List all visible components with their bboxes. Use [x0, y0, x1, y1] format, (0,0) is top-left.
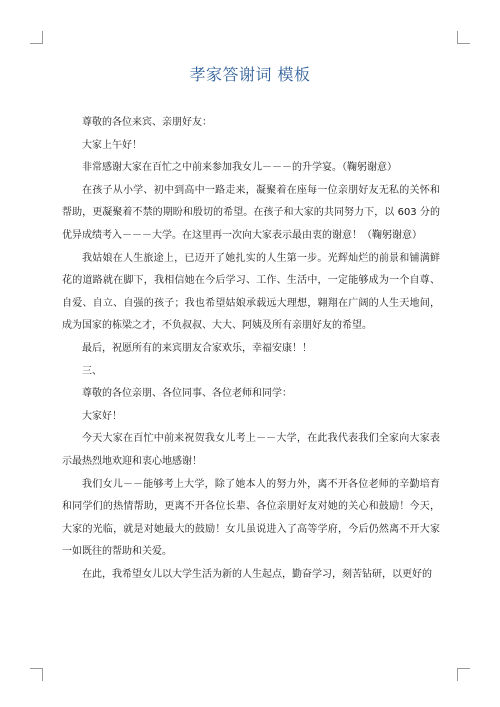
- paragraph: 最后，祝愿所有的来宾朋友合家欢乐，幸福安康！！: [82, 342, 312, 354]
- paragraph: 非常感谢大家在百忙之中前来参加我女儿－－－的升学宴。（鞠躬谢意）: [82, 162, 397, 174]
- paragraph: 尊敬的各位亲朋、各位同事、各位老师和同学：: [82, 388, 292, 400]
- paragraph: 三、: [82, 365, 102, 377]
- paragraph: 大家上午好！: [82, 139, 142, 151]
- paragraph: 大家好！: [82, 410, 122, 422]
- page-corner-mark-bottom-right: [457, 668, 470, 681]
- page-corner-mark-bottom-left: [30, 668, 43, 681]
- paragraph: 我姑娘在人生旅途上，已迈开了她扎实的人生第一步。光辉灿烂的前景和铺满鲜花的道路就在脚下，我相信她在今后学习、工作、生活中，一定能够成为一个自尊、自爱、自立、自强的孩子；我也希望姑娘承载远大理想，翱翔在广阔的人生天地间，成为国家的栋梁之才，不负叔叔、大大、阿姨及所有亲朋好友的希望。: [62, 252, 440, 332]
- page-corner-mark-top-left: [30, 31, 43, 44]
- paragraph: 我们女儿－－能够考上大学，除了她本人的努力外，离不开各位老师的辛勤培育和同学们的热情帮助，更离不开各位长辈、各位亲朋好友对她的关心和鼓励！今天，大家的光临，就是对她最大的鼓励！女儿虽说进入了高等学府，今后仍然离不开大家一如既往的帮助和关爱。: [62, 478, 440, 558]
- document-body: [62, 112, 440, 586]
- page-corner-mark-top-right: [457, 31, 470, 44]
- paragraph: 在孩子从小学、初中到高中一路走来，凝聚着在座每一位亲朋好友无私的关怀和帮助，更凝聚着不禁的期盼和殷切的希望。在孩子和大家的共同努力下，以 603 分的优异成绩考入－－－大学。在这里再一次向大家表示最由衷的谢意！（鞠躬谢意）: [62, 184, 440, 241]
- paragraph: 今天大家在百忙中前来祝贺我女儿考上－－大学，在此我代表我们全家向大家表示最热烈地欢迎和衷心地感谢！: [62, 433, 440, 467]
- paragraph: 尊敬的各位来宾、亲朋好友：: [82, 117, 212, 128]
- paragraph: 在此，我希望女儿以大学生活为新的人生起点，勤奋学习，刻苦钻研，以更好的: [82, 568, 432, 580]
- document-title: 孝家答谢词 模板: [189, 65, 311, 84]
